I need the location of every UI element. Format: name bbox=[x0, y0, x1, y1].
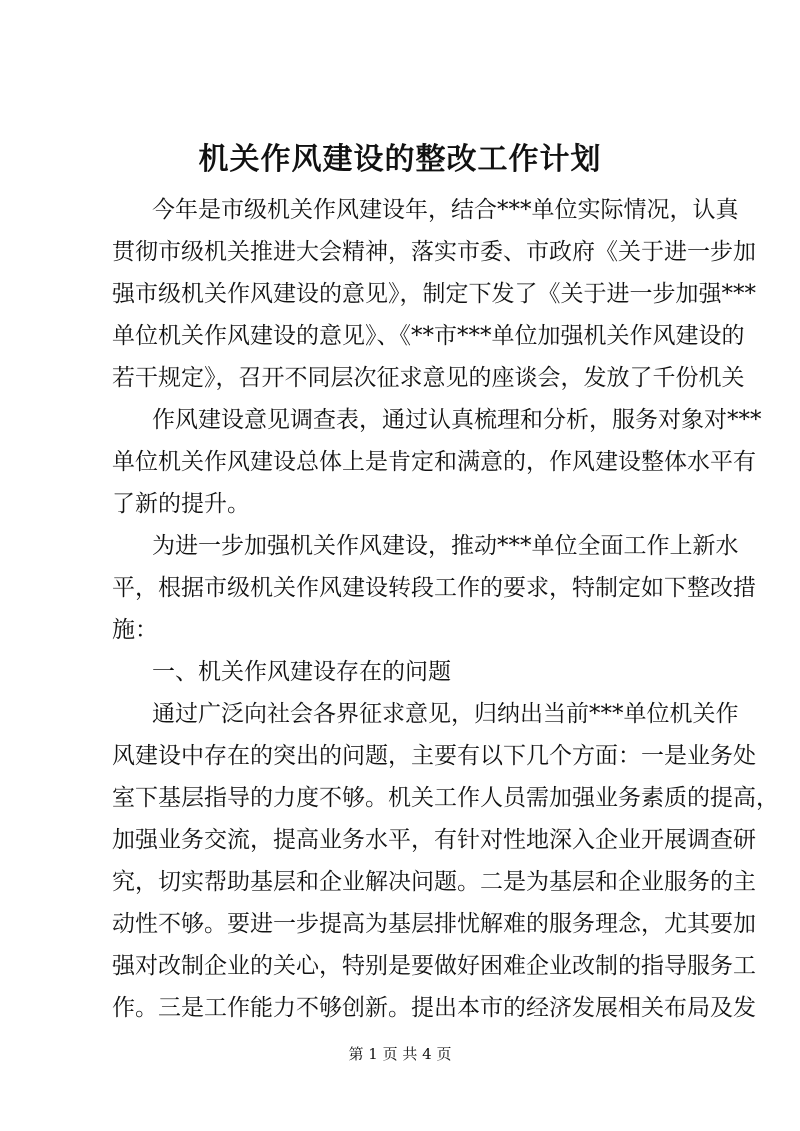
section-heading: 一、机关作风建设存在的问题 bbox=[152, 659, 451, 685]
text-line: 贯彻市级机关推进大会精神，落实市委、市政府《关于进一步加 bbox=[112, 239, 756, 265]
text-line: 平，根据市级机关作风建设转段工作的要求，特制定如下整改措 bbox=[112, 575, 756, 601]
text-line: 通过广泛向社会各界征求意见，归纳出当前***单位机关作 bbox=[152, 701, 739, 727]
text-line: 究，切实帮助基层和企业解决问题。二是为基层和企业服务的主 bbox=[112, 869, 756, 895]
text-line: 加强业务交流，提高业务水平，有针对性地深入企业开展调查研 bbox=[112, 827, 756, 853]
text-line: 今年是市级机关作风建设年，结合***单位实际情况，认真 bbox=[152, 197, 739, 223]
text-line: 了新的提升。 bbox=[112, 491, 250, 517]
text-line: 施： bbox=[112, 617, 158, 643]
text-line: 室下基层指导的力度不够。机关工作人员需加强业务素质的提高， bbox=[112, 785, 779, 811]
text-line: 作。三是工作能力不够创新。提出本市的经济发展相关布局及发 bbox=[112, 995, 756, 1021]
text-line: 动性不够。要进一步提高为基层排忧解难的服务理念，尤其要加 bbox=[112, 911, 756, 937]
text-line: 强市级机关作风建设的意见》，制定下发了《关于进一步加强*** bbox=[112, 281, 756, 307]
text-line: 作风建设意见调查表，通过认真梳理和分析，服务对象对*** bbox=[152, 407, 762, 433]
text-line: 单位机关作风建设的意见》、《**市***单位加强机关作风建设的 bbox=[112, 323, 745, 349]
text-line: 强对改制企业的关心，特别是要做好困难企业改制的指导服务工 bbox=[112, 953, 756, 979]
page-number-footer: 第 1 页 共 4 页 bbox=[348, 1045, 452, 1063]
text-line: 为进一步加强机关作风建设，推动***单位全面工作上新水 bbox=[152, 533, 739, 559]
text-line: 若干规定》，召开不同层次征求意见的座谈会，发放了千份机关 bbox=[112, 365, 745, 391]
text-line: 风建设中存在的突出的问题，主要有以下几个方面：一是业务处 bbox=[112, 743, 756, 769]
text-line: 单位机关作风建设总体上是肯定和满意的，作风建设整体水平有 bbox=[112, 449, 756, 475]
document-title: 机关作风建设的整改工作计划 bbox=[198, 142, 602, 177]
